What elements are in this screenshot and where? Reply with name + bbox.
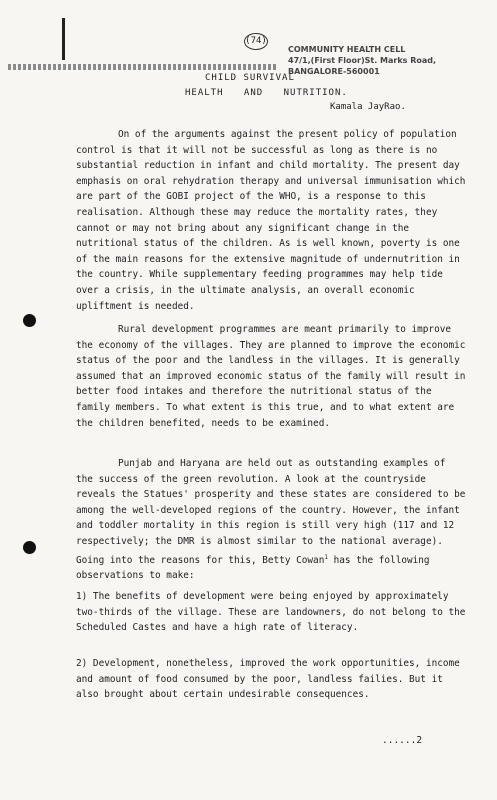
struck-out-text [8,64,278,70]
paragraph-3 [76,456,466,584]
document-subtitle: HEALTH AND NUTRITION. [185,88,348,98]
paragraph-2: Rural development programmes are meant primarily to improve the economy of the villages. They are planned to improve the economic status of the poor and the landless in the villages. It is generally assumed that an improved economic status of the family will result in better food intakes and therefore the nutritional status of the family members. To what extent is this true, and to what extent are the children benefited, needs to be examined. [76,324,466,429]
list-item-2: 2) Development, nonetheless, improved the work opportunities, income and amount of food consumed by the poor, landless failies. But it also brought about certain undesirable consequences. [76,658,460,701]
institution-stamp [288,44,488,77]
paragraph-3-text: Punjab and Haryana are held out as outstanding examples of the success of the green revolution. A look at the countryside reveals the Statues' prosperity and these states are considered to be among the well-developed regions of the country. However, the infant and toddler mortality in this region is still very high (117 and 12 respectively; the DMR is almost similar to the national average). Going into the reasons for this, Betty Cowan [76,458,466,566]
margin-mark [62,18,65,60]
paragraph-3-end: has the following observations to make: [76,554,430,582]
stamp-line-3: BANGALORE-560001 [288,67,380,76]
stamp-line-2: 47/1,(First Floor)St. Marks Road, [288,56,437,65]
punch-hole-icon [23,541,36,554]
footnote-marker: 1 [324,553,328,561]
paragraph-1: On of the arguments against the present policy of population control is that it will not be successful as long as there is no substantial reduction in infant and child mortality. The present day emphasis on oral rehydration therapy and universal immunisation which are part of the GOBI project of the WHO, is a response to this realisation. Although these may reduce the mortality rates, they cannot or may not bring about any significant change in the nutritional status of the children. As is well known, poverty is one of the main reasons for the extensive magnitude of undernutrition in the country. While supplementary feeding programmes may help tide over a crisis, in the ultimate analysis, an overall economic upliftment is needed. [76,129,466,312]
author-name: Kamala JayRao. [330,102,406,112]
page-number: (74) [244,33,268,50]
list-item-1: 1) The benefits of development were being enjoyed by approximately two-thirds of the village. These are landowners, do not belong to the Scheduled Castes and have a high rate of literacy. [76,591,466,634]
continuation-marker: ......2 [382,735,423,746]
document-title: CHILD SURVIVAL [205,73,295,83]
punch-hole-icon [23,314,36,327]
stamp-line-1: COMMUNITY HEALTH CELL [288,45,406,54]
